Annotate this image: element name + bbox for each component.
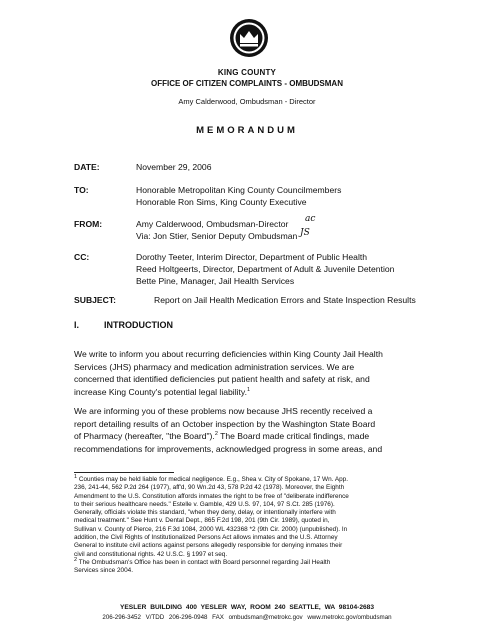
subject-label: SUBJECT: bbox=[74, 295, 117, 305]
handwritten-initials: ac bbox=[305, 214, 316, 224]
footer-contact: 206-296-3452 V/TDD 206-296-0948 FAX ombudsman@metrokc.gov www.metrokc.gov/ombudsman bbox=[102, 614, 392, 621]
memo-title: MEMORANDUM bbox=[196, 125, 298, 136]
footnote-line: to their serious healthcare needs." Estelle v. Gamble, 429 U.S. 97, 104, 97 S.Ct. 285 (1976). bbox=[74, 500, 335, 508]
footnote-line: Generally, officials violate this standard, "when they deny, delay, or intentionally interfere with bbox=[74, 509, 336, 517]
paragraph-line: recommendations for improvements, acknowledged progress in some areas, and bbox=[74, 443, 383, 454]
paragraph-line: concerned that identified deficiencies put patient health and safety at risk, and bbox=[74, 374, 370, 384]
footnote-line: medical treatment." See Hunt v. Dental Dept., 865 F.2d 198, 201 (9th Cir. 1989), quoted in, bbox=[74, 517, 330, 525]
cc-line: Dorothy Teeter, Interim Director, Department of Public Health bbox=[136, 252, 368, 262]
paragraph-text: increase King County's potential legal liability. bbox=[74, 386, 247, 397]
date-value: November 29, 2006 bbox=[136, 162, 212, 172]
paragraph-text: The Board made critical findings, made bbox=[217, 431, 370, 441]
footnote-line bbox=[74, 556, 424, 567]
footnote-divider bbox=[74, 472, 174, 473]
footnote-line: Services since 2004. bbox=[74, 567, 133, 575]
footer-address: YESLER BUILDING 400 YESLER WAY, ROOM 240 SEATTLE, WA 98104-2683 bbox=[120, 604, 374, 611]
footnote-line: addition, the Civil Rights of Institutionalized Persons Act allows inmates and the U.S. Attorney bbox=[74, 534, 338, 542]
section-number: I. bbox=[74, 320, 80, 330]
footnote-line: General to institute civil actions against persons allegedly responsible for denying inmates their bbox=[74, 542, 343, 550]
footnotes bbox=[74, 473, 424, 576]
to-label: TO: bbox=[74, 185, 89, 195]
section-heading bbox=[74, 320, 173, 330]
paragraph-line bbox=[74, 386, 424, 399]
footnote-text: The Ombudsman's Office has been in contact with Board personnel regarding Jail Health bbox=[77, 558, 331, 566]
handwritten-initials: JS bbox=[300, 228, 310, 238]
to-line: Honorable Ron Sims, King County Executive bbox=[136, 197, 307, 207]
date-label: DATE: bbox=[74, 162, 100, 172]
footnote-text: Counties may be held liable for medical negligence. E.g., Shea v. City of Spokane, 17 Wn. App. bbox=[77, 476, 348, 483]
county-name: KING COUNTY bbox=[217, 68, 277, 77]
paragraph-line bbox=[74, 430, 424, 443]
paragraph-text: of Pharmacy (hereafter, "the Board"). bbox=[74, 431, 215, 441]
paragraph-1 bbox=[74, 348, 424, 398]
footnote-ref: 1 bbox=[246, 386, 251, 393]
to-values bbox=[136, 184, 341, 208]
paragraph-line: We are informing you of these problems now because JHS recently received a bbox=[74, 406, 373, 416]
footnote-ref: 2 bbox=[214, 431, 218, 438]
from-values bbox=[136, 218, 297, 242]
office-name: OFFICE OF CITIZEN COMPLAINTS - OMBUDSMAN bbox=[151, 79, 343, 88]
to-line: Honorable Metropolitan King County Councilmembers bbox=[136, 185, 342, 195]
section-title: INTRODUCTION bbox=[104, 320, 173, 330]
paragraph-line: Services (JHS) pharmacy and medication administration services. We are bbox=[74, 361, 355, 372]
footnote-line: Sullivan v. County of Pierce, 216 F.3d 1084, 2000 WL 432368 *2 (9th Cir. 2000) (unpublished). In bbox=[74, 525, 348, 533]
cc-line: Reed Holtgeerts, Director, Department of Adult & Juvenile Detention bbox=[136, 264, 395, 274]
footnote-line bbox=[74, 473, 424, 484]
from-line: Via: Jon Stier, Senior Deputy Ombudsman bbox=[136, 231, 298, 241]
footnote-mark: 2 bbox=[74, 556, 78, 563]
king-county-seal-icon bbox=[229, 18, 269, 58]
footnote-line: 236, 241-44, 562 P.2d 264 (1977), aff'd, 90 Wn.2d 43, 578 P.2d 42 (1978). Moreover, the Eighth bbox=[74, 484, 345, 492]
ombudsman-line: Amy Calderwood, Ombudsman - Director bbox=[178, 97, 316, 106]
cc-values bbox=[136, 251, 394, 287]
cc-label: CC: bbox=[74, 252, 90, 262]
paragraph-line: We write to inform you about recurring deficiencies within King County Jail Health bbox=[74, 349, 383, 359]
from-line: Amy Calderwood, Ombudsman-Director bbox=[136, 219, 289, 229]
footnote-line: civil and constitutional rights. 42 U.S.C. § 1997 et seq. bbox=[74, 550, 228, 558]
cc-line: Bette Pine, Manager, Jail Health Services bbox=[136, 276, 295, 286]
from-label: FROM: bbox=[74, 219, 103, 229]
paragraph-2 bbox=[74, 405, 424, 455]
footnote-line: Amendment to the U.S. Constitution affords inmates the right to be free of "deliberate indifference bbox=[74, 492, 349, 500]
subject-value: Report on Jail Health Medication Errors and State Inspection Results bbox=[154, 295, 416, 305]
paragraph-line: report detailing results of an October inspection by the Washington State Board bbox=[74, 418, 376, 429]
footnote-mark: 1 bbox=[74, 473, 78, 480]
